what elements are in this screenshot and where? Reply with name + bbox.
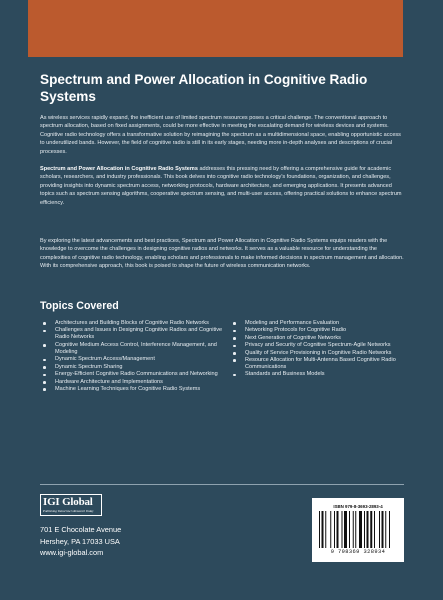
bullet-icon: [43, 344, 46, 347]
bullet-icon: [233, 337, 236, 340]
topic-item: [230, 350, 410, 357]
topic-item: [40, 320, 225, 327]
topic-item: [230, 371, 410, 378]
barcode-digits: 9 798369 328934: [330, 549, 386, 555]
topic-item: [230, 357, 410, 371]
topic-label: Hardware Architecture and Implementations: [55, 378, 163, 385]
topic-item: [230, 327, 410, 334]
topic-item: [40, 327, 225, 341]
isbn-label: ISBN 979-8-3693-2893-4: [333, 504, 383, 509]
description-paragraph-1: As wireless services rapidly expand, the inefficient use of limited spectrum resources poses a critical challenge. The conventional approach to spectrum allocation, based on fixed assignments, could be more effective in meeting the escalating demand for wireless devices and systems. Cognitive radio technology offers a transformative solution by reimagining the spectrum as a multidimensional space, enabling opportunistic access to underutilized bands. However, the field of cognitive radio is still in its early stages, needing more in-depth analyses and descriptions of crucial processes.: [40, 115, 401, 155]
address-line-2: Hershey, PA 17033 USA: [40, 536, 120, 546]
bullet-icon: [43, 366, 46, 369]
bullet-icon: [43, 359, 46, 362]
topic-label: Quality of Service Provisioning in Cognitive Radio Networks: [245, 349, 392, 356]
bullet-icon: [233, 330, 236, 333]
publisher-website: www.igi-global.com: [40, 548, 104, 557]
topics-list-left: [40, 320, 225, 393]
topic-item: [40, 342, 225, 356]
paragraph-2-text: addresses this pressing need by offering a comprehensive guide for academic scholars, researchers, and industry professionals. This book delves into cognitive radio technology's foundations, organization, and challenges, providing insights into dynamic spectrum access, networking protocols, hardware architecture, and emerging applications. It presents advanced topics such as spectrum sensing algorithms, cooperative spectrum sensing, and multi-user access, offering practical solutions to enhance spectrum efficiency.: [40, 166, 402, 206]
bullet-icon: [233, 345, 236, 348]
topic-label: Resource Allocation for Multi-Antenna Based Cognitive Radio Communications: [245, 356, 396, 371]
topics-heading: Topics Covered: [40, 300, 119, 312]
topic-item: [40, 356, 225, 363]
accent-block: [28, 0, 403, 57]
topic-item: [40, 364, 225, 371]
bullet-icon: [43, 322, 46, 325]
book-title-inline: Spectrum and Power Allocation in Cognitive Radio Systems: [40, 166, 198, 172]
topic-label: Next Generation of Cognitive Networks: [245, 334, 341, 341]
description-paragraph-2: [40, 165, 406, 207]
bullet-icon: [43, 330, 46, 333]
bullet-icon: [233, 359, 236, 362]
publisher-logo: [40, 494, 102, 516]
topic-label: Challenges and Issues in Designing Cognitive Radios and Cognitive Radio Networks: [55, 327, 223, 341]
topic-label: Privacy and Security of Cognitive Spectrum-Agile Networks: [245, 342, 391, 349]
topic-label: Dynamic Spectrum Access/Management: [55, 356, 155, 363]
topic-item: [40, 379, 225, 386]
topic-label: Modeling and Performance Evaluation: [245, 320, 340, 326]
bullet-icon: [43, 388, 46, 391]
topic-label: Standards and Business Models: [245, 371, 325, 378]
bullet-icon: [43, 381, 46, 384]
bullet-icon: [233, 352, 236, 355]
topic-label: Networking Protocols for Cognitive Radio: [245, 327, 347, 334]
barcode-box: [312, 498, 404, 562]
topic-label: Architectures and Building Blocks of Cognitive Radio Networks: [55, 320, 209, 326]
barcode-icon: [318, 511, 398, 548]
address-line-1: 701 E Chocolate Avenue: [40, 525, 122, 534]
description-paragraph-3: By exploring the latest advancements and best practices, Spectrum and Power Allocation in Cognitive Radio Systems equips readers with the knowledge to overcome the challenges in designing cognitive radios and networks. It serves as a valuable resource for understanding the complexities of cognitive radio technology, enabling scholars and professionals to make informed decisions in spectrum management and allocation. With its comprehensive approach, this book is poised to shape the future of wireless communication networks.: [40, 238, 404, 270]
topic-item: [230, 320, 410, 327]
logo-wordmark: IGI Global: [43, 496, 93, 508]
topic-label: Dynamic Spectrum Sharing: [55, 363, 123, 370]
publisher-address: [40, 524, 121, 559]
topic-label: Energy-Efficient Cognitive Radio Communications and Networking: [55, 371, 218, 378]
book-title: Spectrum and Power Allocation in Cognitive Radio Systems: [40, 72, 368, 104]
topics-list-right: [230, 320, 410, 379]
topic-label: Machine Learning Techniques for Cognitive Radio Systems: [55, 385, 201, 392]
footer-divider: [40, 484, 404, 485]
topic-item: [40, 371, 225, 378]
topic-label: Cognitive Medium Access Control, Interference Management, and Modeling: [55, 341, 217, 355]
logo-tagline: Publishing Tomorrow's Research Today: [43, 509, 94, 513]
bullet-icon: [233, 322, 236, 325]
bullet-icon: [233, 374, 236, 377]
topic-item: [230, 335, 410, 342]
topic-item: [40, 386, 225, 393]
topic-item: [230, 342, 410, 349]
bullet-icon: [43, 374, 46, 377]
